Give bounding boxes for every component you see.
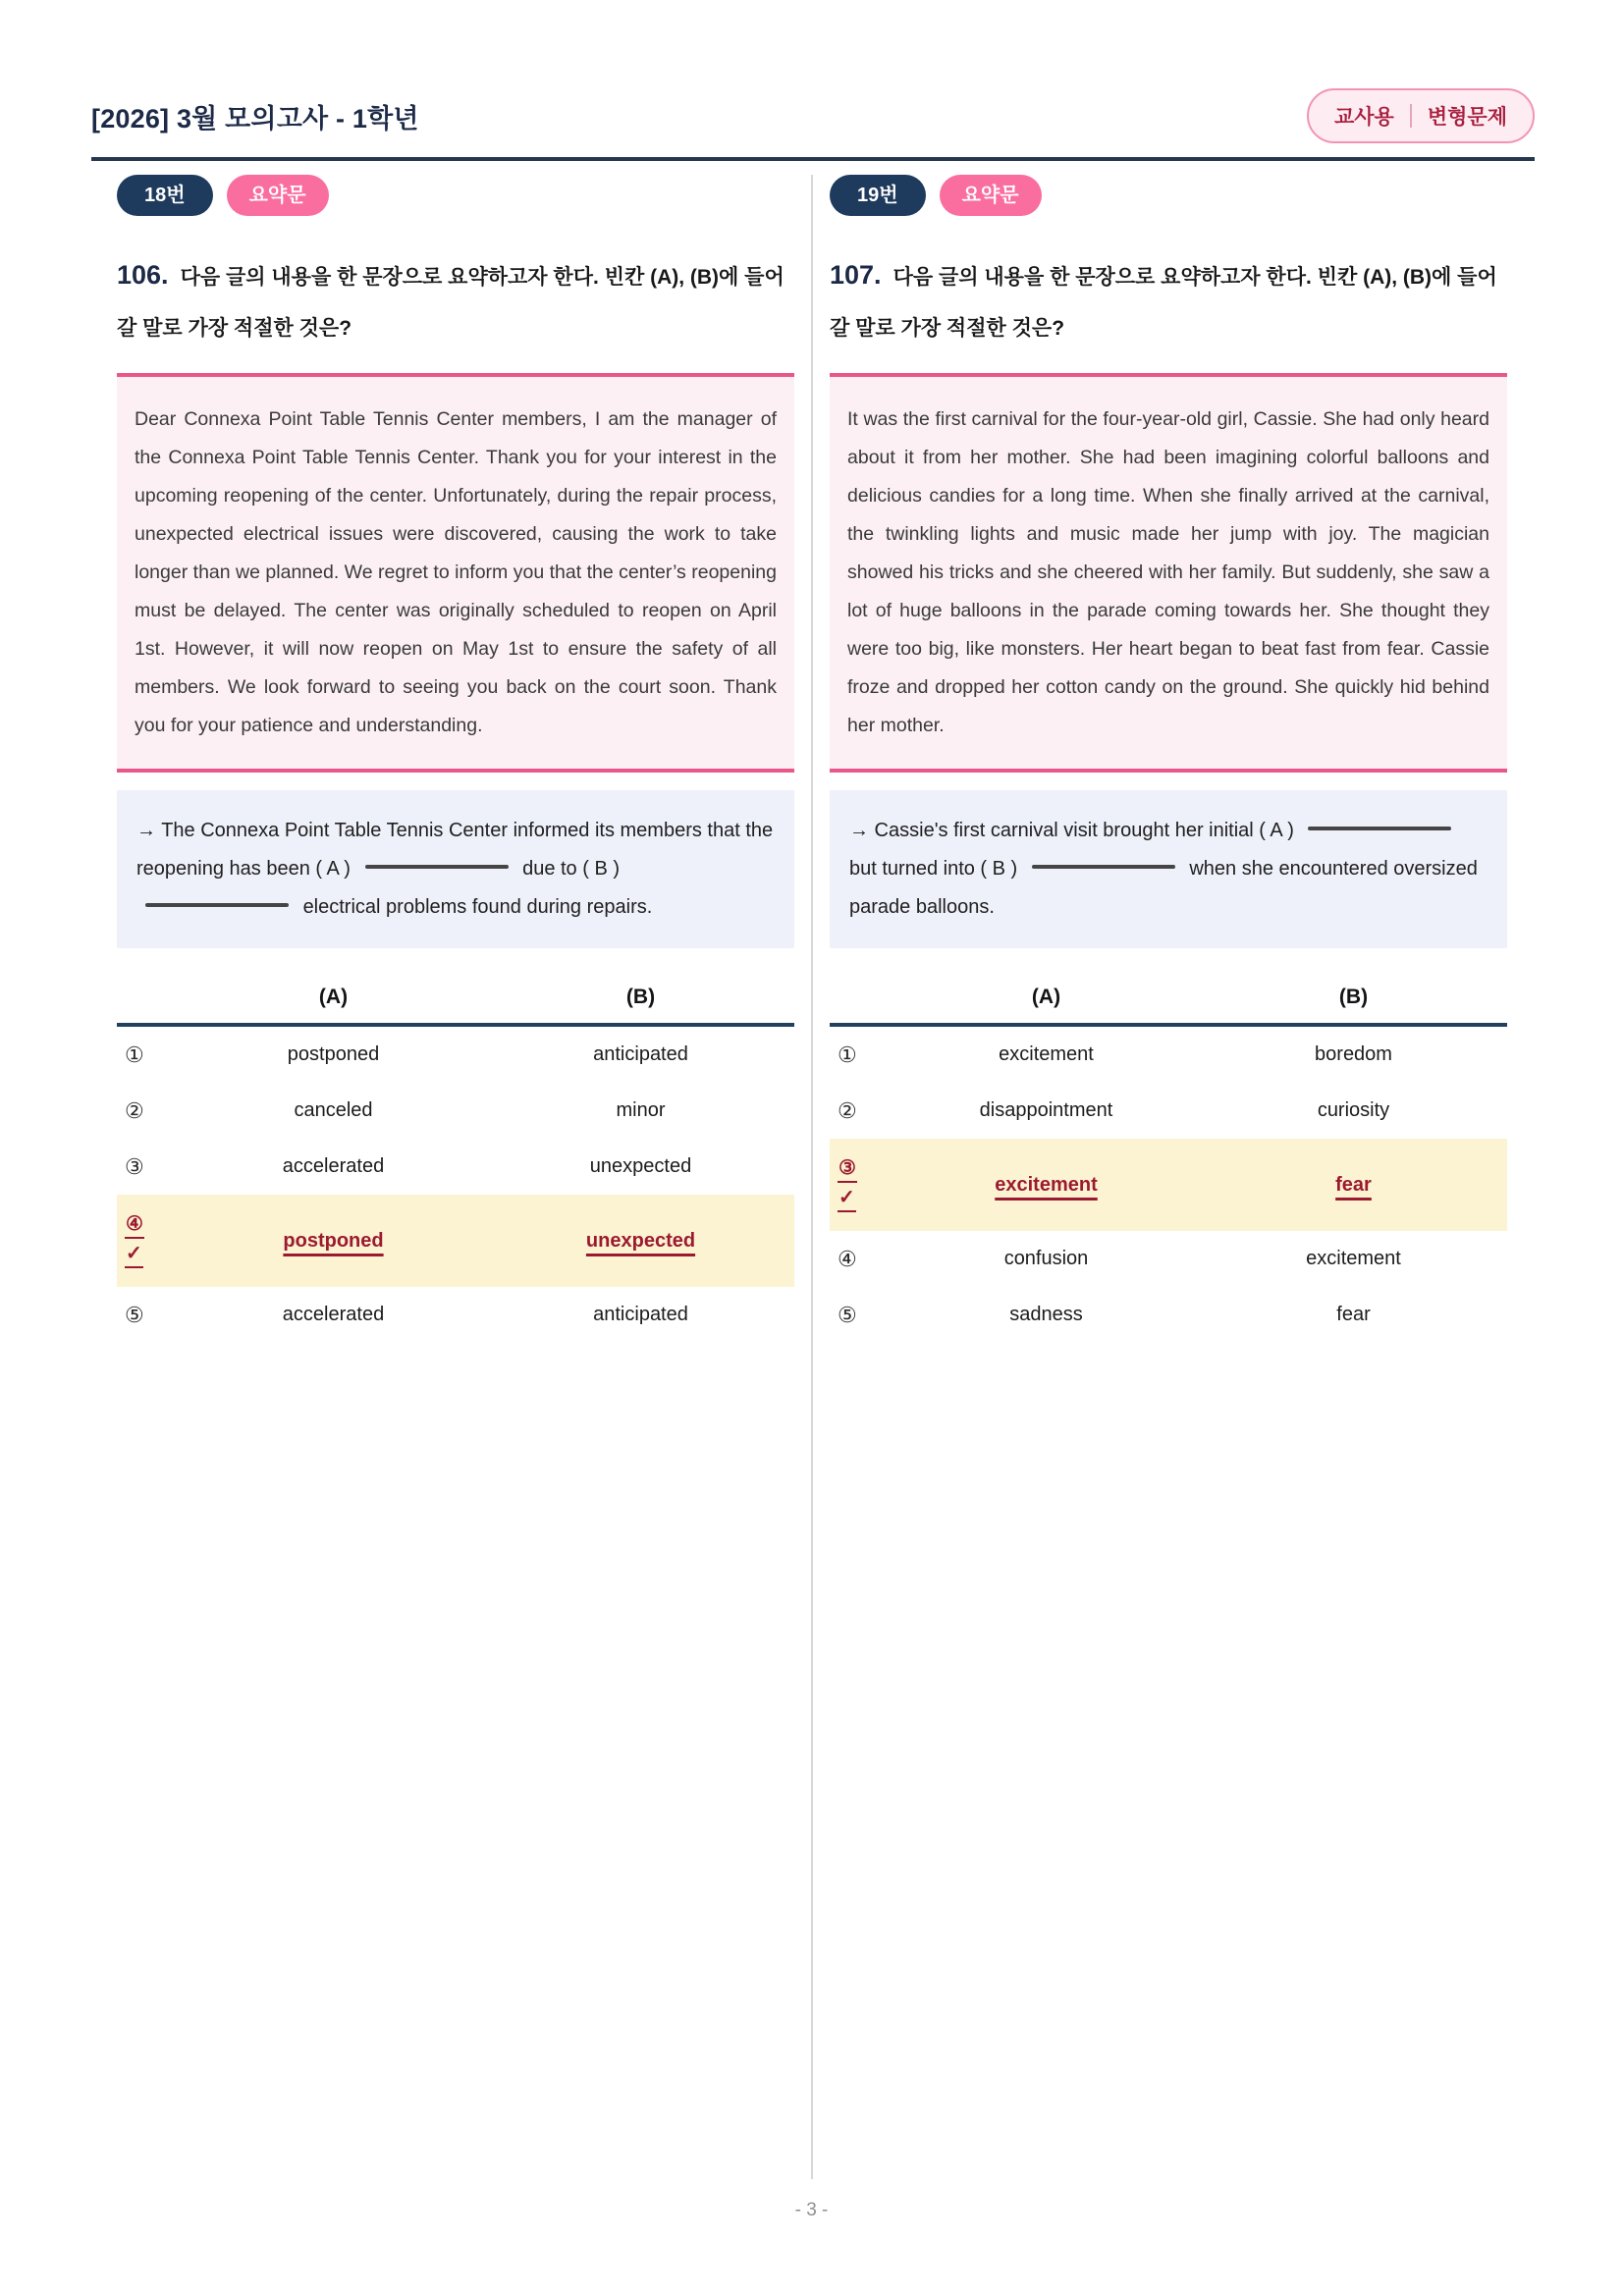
correct-option-b-value: unexpected bbox=[585, 1229, 696, 1252]
badge-row-106 bbox=[117, 175, 794, 216]
question-type-badge: 요약문 bbox=[227, 175, 329, 216]
option-b-value: curiosity bbox=[1317, 1099, 1390, 1121]
option-row-correct-answer bbox=[117, 1195, 794, 1287]
option-b-value: excitement bbox=[1306, 1248, 1401, 1269]
options-table-106 bbox=[117, 986, 794, 1343]
option-number: ① bbox=[838, 1041, 857, 1067]
page-header bbox=[91, 88, 1535, 161]
question-title-107 bbox=[830, 245, 1507, 351]
column-header-b: (B) bbox=[625, 986, 656, 1008]
option-row bbox=[117, 1287, 794, 1343]
blank-a-line bbox=[1308, 827, 1451, 830]
summary-segment: due to ( B ) bbox=[522, 858, 621, 880]
option-row bbox=[830, 1083, 1507, 1139]
options-header-spacer bbox=[117, 986, 180, 1009]
correct-option-number: ③ bbox=[838, 1157, 857, 1183]
summary-segment: but turned into ( B ) bbox=[849, 858, 1018, 880]
option-b-value: unexpected bbox=[589, 1155, 692, 1177]
column-header-b: (B) bbox=[1338, 986, 1369, 1008]
options-header bbox=[117, 986, 794, 1027]
option-number: ⑤ bbox=[125, 1302, 144, 1327]
option-number: ③ bbox=[125, 1153, 144, 1179]
passage-box-107 bbox=[830, 373, 1507, 773]
teacher-version-badge bbox=[1307, 88, 1535, 143]
option-b-value: minor bbox=[616, 1099, 666, 1121]
option-number: ② bbox=[125, 1097, 144, 1123]
question-number-badge: 19번 bbox=[830, 175, 926, 216]
page-number: - 3 - bbox=[794, 2200, 829, 2220]
blank-b-line bbox=[1032, 865, 1175, 869]
options-header-spacer bbox=[830, 986, 893, 1009]
badge-divider bbox=[1410, 104, 1412, 128]
column-header-a: (A) bbox=[1031, 986, 1061, 1008]
correct-option-a-value: excitement bbox=[995, 1173, 1098, 1196]
blank-a-line bbox=[365, 865, 509, 869]
question-prompt: 다음 글의 내용을 한 문장으로 요약하고자 한다. 빈칸 (A), (B)에 들어갈 말로 가장 적절한 것은? bbox=[117, 266, 784, 340]
correct-option-a-value: postponed bbox=[283, 1229, 384, 1252]
summary-segment: electrical problems found during repairs. bbox=[302, 896, 653, 918]
summary-segment: → The Connexa Point Table Tennis Center informed its members that the reopening has been ( A ) bbox=[136, 820, 774, 880]
teacher-badge-label-right: 변형문제 bbox=[1427, 106, 1507, 129]
option-row-correct-answer bbox=[830, 1139, 1507, 1231]
column-header-a: (A) bbox=[318, 986, 349, 1008]
options-header bbox=[830, 986, 1507, 1027]
question-107-section bbox=[830, 173, 1507, 2179]
option-row bbox=[830, 1027, 1507, 1083]
option-a-value: sadness bbox=[1009, 1304, 1083, 1325]
question-type-badge: 요약문 bbox=[940, 175, 1042, 216]
option-a-value: confusion bbox=[1003, 1248, 1089, 1269]
column-divider bbox=[811, 175, 813, 2179]
question-title-106 bbox=[117, 245, 794, 351]
option-a-value: accelerated bbox=[282, 1304, 385, 1325]
exam-title: [2026] 3월 모의고사 - 1학년 bbox=[91, 103, 419, 133]
teacher-badge-label-left: 교사용 bbox=[1333, 106, 1394, 129]
check-mark-icon: ✓ bbox=[838, 1187, 856, 1212]
passage-text: It was the first carnival for the four-year-old girl, Cassie. She had only heard about it from her mother. She had been imagining colorful balloons and delicious candies for a long time. When she finally arrived at the carnival, the twinkling lights and music made her jump with joy. The magician showed his tricks and she cheered with her family. But suddenly, she saw a lot of huge balloons in the parade coming towards her. She thought they were too big, like monsters. Her heart began to beat fast from fear. Cassie froze and dropped her cotton candy on the ground. She quickly hid behind her mother. bbox=[847, 408, 1489, 736]
option-b-value: anticipated bbox=[593, 1043, 688, 1065]
correct-option-b-value: fear bbox=[1335, 1173, 1372, 1196]
option-number: ② bbox=[838, 1097, 857, 1123]
summary-segment: when she encountered oversized parade balloons. bbox=[849, 858, 1478, 918]
correct-option-number-cell bbox=[117, 1213, 180, 1268]
option-number: ① bbox=[125, 1041, 144, 1067]
question-number: 106. bbox=[117, 260, 169, 290]
correct-option-number: ④ bbox=[125, 1213, 144, 1239]
option-a-value: accelerated bbox=[282, 1155, 385, 1177]
option-a-value: excitement bbox=[999, 1043, 1094, 1065]
summary-segment: → Cassie's first carnival visit brought her initial ( A ) bbox=[849, 820, 1294, 841]
option-b-value: anticipated bbox=[593, 1304, 688, 1325]
summary-box-107 bbox=[830, 790, 1507, 948]
passage-box-106 bbox=[117, 373, 794, 773]
option-a-value: postponed bbox=[287, 1043, 380, 1065]
option-row bbox=[830, 1287, 1507, 1343]
check-mark-icon: ✓ bbox=[125, 1243, 143, 1268]
question-number: 107. bbox=[830, 260, 882, 290]
option-number: ④ bbox=[838, 1246, 857, 1271]
option-row bbox=[830, 1231, 1507, 1287]
option-number: ⑤ bbox=[838, 1302, 857, 1327]
question-106-section bbox=[117, 173, 794, 2179]
option-b-value: fear bbox=[1336, 1304, 1371, 1325]
option-b-value: boredom bbox=[1315, 1043, 1392, 1065]
option-row bbox=[117, 1027, 794, 1083]
question-prompt: 다음 글의 내용을 한 문장으로 요약하고자 한다. 빈칸 (A), (B)에 들어갈 말로 가장 적절한 것은? bbox=[830, 266, 1497, 340]
two-column-layout bbox=[91, 161, 1535, 2179]
option-a-value: disappointment bbox=[979, 1099, 1113, 1121]
blank-b-line bbox=[145, 903, 289, 907]
correct-option-number-cell bbox=[830, 1157, 893, 1212]
question-number-badge: 18번 bbox=[117, 175, 213, 216]
option-row bbox=[117, 1139, 794, 1195]
options-table-107 bbox=[830, 986, 1507, 1343]
badge-row-107 bbox=[830, 175, 1507, 216]
option-row bbox=[117, 1083, 794, 1139]
option-a-value: canceled bbox=[294, 1099, 373, 1121]
summary-box-106 bbox=[117, 790, 794, 948]
passage-text: Dear Connexa Point Table Tennis Center members, I am the manager of the Connexa Point Table Tennis Center. Thank you for your interest in the upcoming reopening of the center. Unfortunately, during the repair process, unexpected electrical issues were discovered, causing the work to take longer than we planned. We regret to inform you that the center’s reopening must be delayed. The center was originally scheduled to reopen on April 1st. However, it will now reopen on May 1st to ensure the safety of all members. We look forward to seeing you back on the court soon. Thank you for your patience and understanding. bbox=[135, 408, 777, 736]
